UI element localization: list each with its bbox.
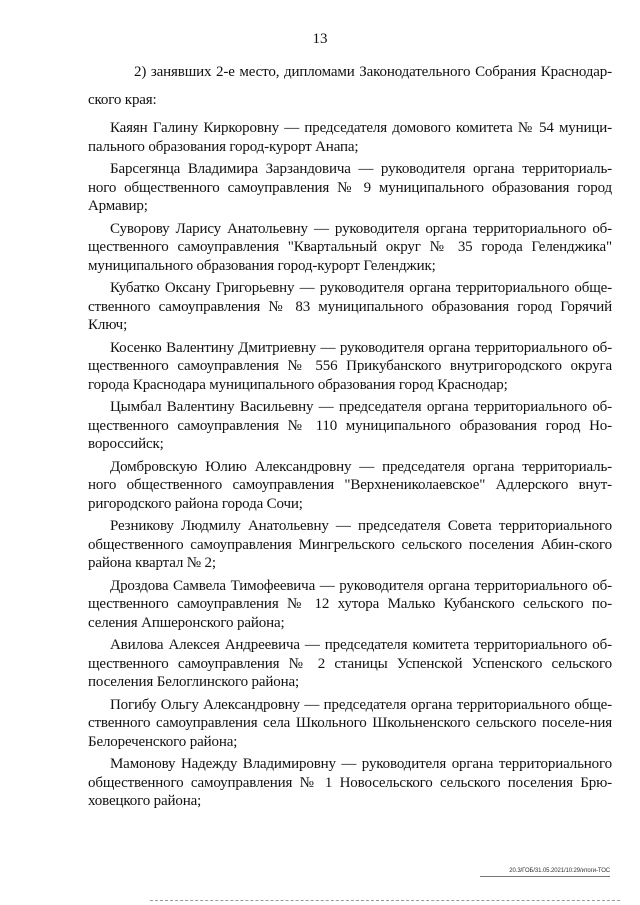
intro-paragraph <box>88 58 612 114</box>
award-entry-10: Авилова Алексея Андреевича — председателя комитета территориального об-щественного самоуправления № 2 станицы Успенской Успенского сельского поселения Белоглинского района; <box>88 637 612 690</box>
footer-divider <box>480 876 610 877</box>
intro-line-2: ского края: <box>88 92 157 108</box>
award-entry-7: Домбровскую Юлию Александровну — председателя органа территориаль-ного общественного самоуправления "Верхнениколаевское" Адлерского внут-ригородского района города Сочи; <box>88 458 612 512</box>
document-footer-stamp: 20.3/ГОБ/31.05.2021/10:29/итоги-ТОС <box>509 868 610 874</box>
award-entry-11: Погибу Ольгу Александровну — председателя органа территориального обще-ственного самоуправления села Школьного Школьненского сельского поселе-ния Белореченского района; <box>88 696 612 750</box>
award-entry-8: Резникову Людмилу Анатольевну — председателя Совета территориального общественного самоуправления Мингрельского сельского поселения Абин-ского района квартал № 2; <box>88 518 612 571</box>
award-entry-6: Цымбал Валентину Васильевну — председателя органа территориального об-щественного самоуправления № 110 муниципального образования город Но-вороссийск; <box>88 399 612 452</box>
award-entry-1: Каяян Галину Киркоровну — председателя домового комитета № 54 муници-пального образования город-курорт Анапа; <box>88 120 612 155</box>
award-entry-12: Мамонову Надежду Владимировну — руководителя органа территориального общественного самоуправления № 1 Новосельского сельского поселения Брю-ховецкого района; <box>88 756 612 809</box>
award-entry-2: Барсегянца Владимира Зарзандовича — руководителя органа территориаль-ного общественного самоуправления № 9 муниципального образования город Армавир; <box>88 161 612 214</box>
award-entry-4: Кубатко Оксану Григорьевну — руководителя органа территориального обще-ственного самоуправления № 83 муниципального образования город Горячий Ключ; <box>88 280 612 333</box>
intro-line-1: 2) занявших 2-е место, дипломами Законодательного Собрания Краснодар- <box>134 64 612 80</box>
page-number: 13 <box>312 31 328 47</box>
document-body <box>88 58 612 815</box>
award-entry-9: Дроздова Самвела Тимофеевича — руководителя органа территориального об-щественного самоуправления № 12 хутора Малько Кубанского сельского по-селения Апшеронского района; <box>88 577 612 631</box>
award-entry-3: Суворову Ларису Анатольевну — руководителя органа территориального об-щественного самоуправления "Квартальный округ № 35 города Геленджика" муниципального образования город-курорт Геленджик; <box>88 220 612 274</box>
page-bottom-edge <box>150 900 620 901</box>
award-entry-5: Косенко Валентину Дмитриевну — руководителя органа территориального об-щественного самоуправления № 556 Прикубанского внутригородского округа города Краснодара муниципального образования город Краснодар; <box>88 339 612 393</box>
